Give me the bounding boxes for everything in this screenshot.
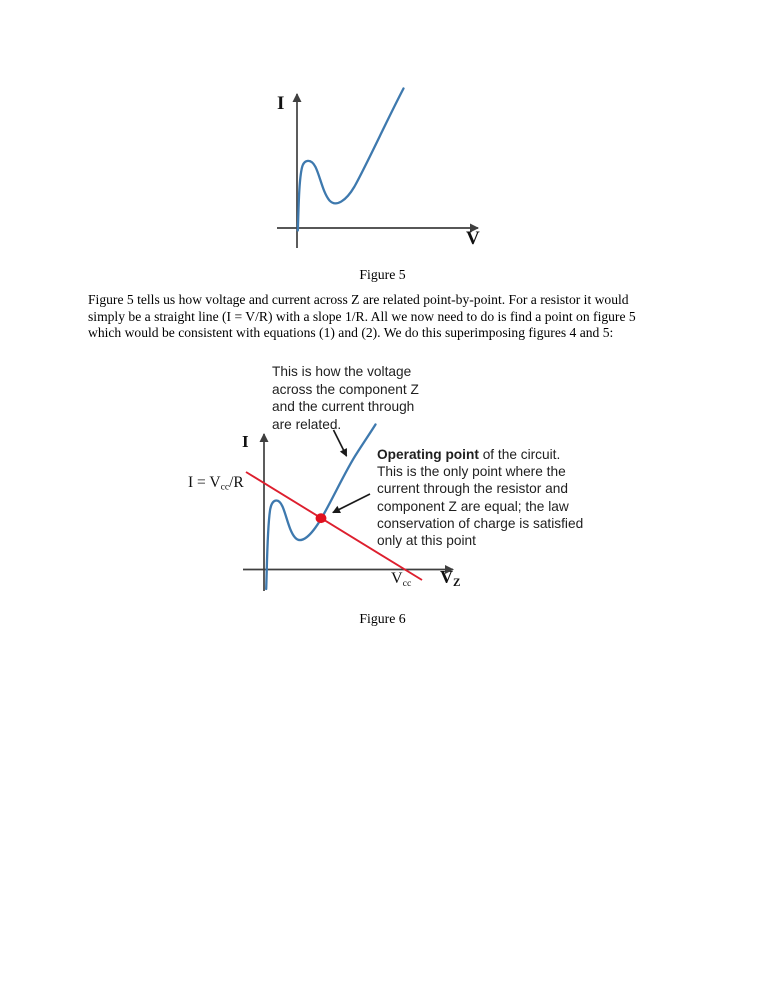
callout-line: are related. — [272, 416, 342, 432]
load-line-label-tail: /R — [229, 474, 244, 491]
figure6-y-axis-label: I — [242, 432, 249, 451]
figure5-plot — [270, 80, 490, 255]
callout-line: This is the only point where the — [377, 464, 566, 480]
figure6-x-axis-label — [440, 567, 460, 589]
callout-line: This is how the voltage — [272, 364, 412, 379]
callout-line: current through the resistor and — [377, 481, 568, 497]
figure6-load-line-label — [188, 474, 244, 493]
curve-callout-arrow-icon — [334, 430, 347, 456]
figure6-iv-curve — [266, 425, 375, 590]
paragraph-line: Figure 5 tells us how voltage and current across Z are related point-by-point. For a resistor it would — [88, 292, 629, 307]
operating-point-rest-text: of the circuit. — [478, 447, 561, 462]
operating-point-bold-text: Operating point — [377, 447, 479, 462]
paragraph-line: simply be a straight line (I = V/R) with a slope 1/R. All we now need to do is find a point on figure 5 — [88, 308, 636, 324]
figure6-caption: Figure 6 — [359, 611, 406, 626]
vcc-tick-sub: cc — [402, 577, 412, 589]
vcc-tick-base: V — [391, 570, 403, 587]
figure5-iv-curve — [298, 89, 404, 231]
operating-point-dot — [316, 513, 327, 523]
load-line-label-sub: cc — [220, 481, 230, 493]
callout-line: and the current through — [272, 399, 415, 414]
operating-point-arrow-icon — [333, 494, 370, 513]
paragraph-line: which would be consistent with equations (1) and (2). We do this superimposing figures 4 and 5: — [88, 325, 614, 341]
x-axis-label-sub: Z — [453, 577, 461, 590]
figure6-operating-point-callout — [377, 446, 583, 549]
callout-line — [377, 446, 583, 463]
figure6-vcc-tick-label — [391, 570, 411, 589]
body-paragraph — [88, 292, 708, 342]
figure5-caption: Figure 5 — [359, 267, 406, 282]
callout-line: across the component Z — [272, 381, 419, 397]
figure5-x-axis-label: V — [466, 228, 480, 249]
callout-line: only at this point — [377, 533, 476, 549]
callout-line: conservation of charge is satisfied — [377, 515, 584, 531]
figure5-y-axis-label: I — [277, 93, 285, 114]
x-axis-label-base: V — [440, 567, 453, 587]
load-line-label-base: I = V — [188, 474, 221, 491]
callout-line: component Z are equal; the law — [377, 498, 569, 514]
